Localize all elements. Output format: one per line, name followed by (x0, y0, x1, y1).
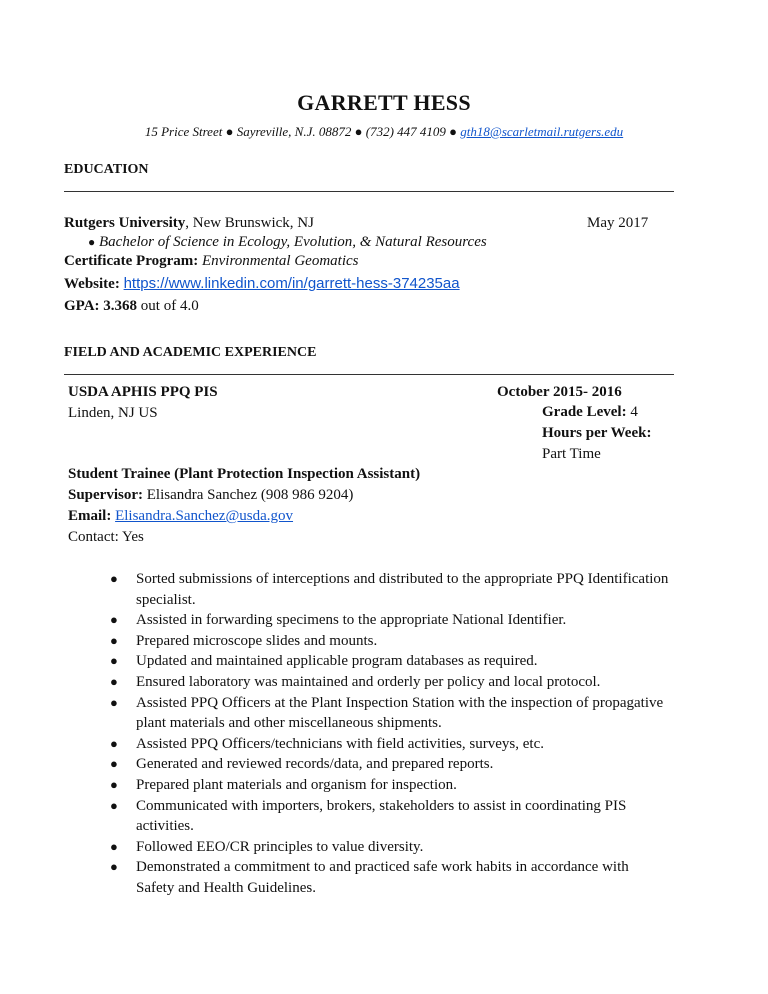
website-line (64, 275, 460, 293)
supervisor-email-link[interactable]: Elisandra.Sanchez@usda.gov (115, 508, 294, 524)
duty-text: Updated and maintained applicable program databases as required. (136, 653, 538, 670)
certificate-value: Environmental Geomatics (201, 253, 359, 269)
website-link[interactable]: https://www.linkedin.com/in/garrett-hess-374235aa (123, 275, 460, 292)
gpa-value: 3.368 (103, 298, 138, 314)
duty-item (110, 569, 670, 610)
degree-line (88, 234, 487, 251)
certificate-label: Certificate Program: (64, 253, 199, 269)
organization-name: USDA APHIS PPQ PIS (68, 384, 218, 400)
employment-dates (497, 384, 622, 401)
gpa-suffix: out of 4.0 (137, 298, 199, 314)
address: 15 Price Street (144, 124, 223, 139)
separator: ● (225, 124, 234, 139)
email-link[interactable]: gth18@scarletmail.rutgers.edu (460, 124, 624, 139)
bullet-dot: ● (110, 632, 118, 648)
duty-text: Ensured laboratory was maintained and orderly per policy and local protocol. (136, 673, 601, 690)
duty-text: Generated and reviewed records/data, and prepared reports. (136, 756, 494, 773)
bullet-dot: ● (110, 838, 118, 854)
grade-level (542, 404, 638, 421)
supervisor-label: Supervisor: (68, 487, 143, 503)
duty-text: Prepared plant materials and organism for inspection. (136, 776, 457, 793)
duty-text: Assisted PPQ Officers/technicians with field activities, surveys, etc. (136, 735, 544, 752)
school-location: , New Brunswick, NJ (185, 215, 314, 231)
duty-text: Sorted submissions of interceptions and distributed to the appropriate PPQ Identification specialist. (136, 571, 669, 608)
bullet-dot: ● (110, 694, 118, 710)
gpa-label: GPA: (64, 298, 100, 314)
bullet-dot: ● (110, 756, 118, 772)
supervisor-email-line (68, 508, 293, 525)
organization (68, 384, 218, 401)
duty-item (110, 651, 670, 672)
experience-heading: FIELD AND ACADEMIC EXPERIENCE (64, 345, 317, 360)
grade-label: Grade Level: (542, 404, 627, 420)
bullet-dot: ● (110, 797, 118, 813)
duty-item (110, 857, 670, 898)
school-name: Rutgers University (64, 215, 186, 231)
supervisor-value: Elisandra Sanchez (908 986 9204) (146, 487, 354, 503)
duties-list (110, 569, 670, 899)
duty-item (110, 837, 670, 858)
gpa-line (64, 298, 199, 315)
email-label: Email: (68, 508, 112, 524)
contact-permission: Contact: Yes (68, 529, 144, 545)
duty-item (110, 631, 670, 652)
separator: ● (354, 124, 363, 139)
bullet-dot: ● (110, 735, 118, 751)
section-divider (64, 374, 674, 375)
duty-item (110, 775, 670, 796)
city: Sayreville, N.J. 08872 (236, 124, 352, 139)
hours-label (542, 425, 651, 442)
hours-value: Part Time (542, 446, 601, 462)
duty-item (110, 754, 670, 775)
supervisor-line (68, 487, 353, 504)
bullet-dot: ● (110, 612, 118, 628)
grade-value: 4 (630, 404, 638, 420)
website-label: Website: (64, 276, 120, 292)
duty-text: Prepared microscope slides and mounts. (136, 632, 378, 649)
job-location: Linden, NJ US (68, 405, 158, 421)
certificate-line (64, 253, 358, 270)
job-title-text: Student Trainee (Plant Protection Inspection Assistant) (68, 466, 421, 482)
bullet-dot: ● (110, 653, 118, 669)
duty-text: Assisted in forwarding specimens to the appropriate National Identifier. (136, 612, 567, 629)
duty-item (110, 672, 670, 693)
bullet-dot: ● (110, 571, 118, 586)
bullet-dot: ● (110, 859, 118, 875)
resume-name: GARRETT HESS (297, 90, 471, 115)
job-title (68, 466, 420, 483)
section-divider (64, 191, 674, 192)
duty-item (110, 734, 670, 755)
duty-text: Assisted PPQ Officers at the Plant Inspection Station with the inspection of propagative plant materials and other miscellaneous shipments. (136, 694, 664, 732)
graduation-date: May 2017 (587, 215, 649, 231)
bullet-dot: ● (110, 776, 118, 792)
duty-text: Communicated with importers, brokers, stakeholders to assist in coordinating PIS activities. (136, 797, 627, 835)
school-line (64, 215, 314, 232)
education-heading: EDUCATION (64, 162, 149, 177)
dates-text: October 2015- 2016 (497, 384, 622, 400)
hours-label-text: Hours per Week: (542, 425, 652, 441)
duty-item (110, 610, 670, 631)
duty-item (110, 796, 670, 837)
bullet-dot: ● (110, 673, 118, 689)
contact-line (0, 124, 768, 140)
duty-item (110, 693, 670, 734)
separator: ● (449, 124, 458, 139)
degree-bullet: ● (88, 235, 96, 249)
duty-text: Demonstrated a commitment to and practiced safe work habits in accordance with Safety and Health Guidelines. (136, 859, 629, 896)
degree: Bachelor of Science in Ecology, Evolution, & Natural Resources (99, 234, 487, 250)
phone: (732) 447 4109 (365, 124, 446, 139)
duty-text: Followed EEO/CR principles to value diversity. (136, 838, 424, 855)
